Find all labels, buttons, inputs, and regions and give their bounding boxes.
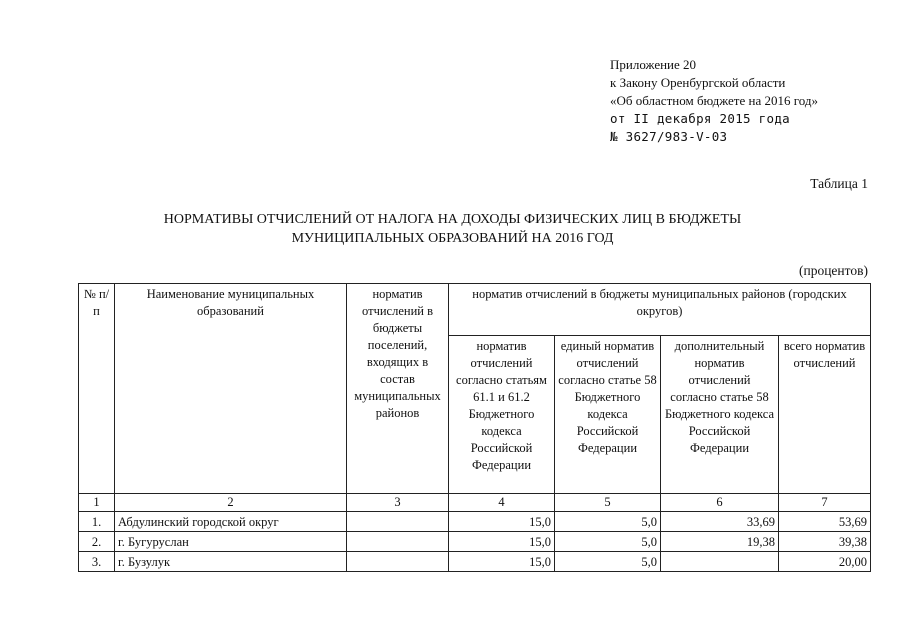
row-total: 53,69 [779, 512, 871, 532]
header-total: всего норматив отчислений [779, 336, 871, 494]
table-row [79, 552, 871, 572]
header-no: № п/п [79, 284, 115, 494]
column-number: 3 [347, 494, 449, 512]
row-settlements [347, 512, 449, 532]
row-number: 3. [79, 552, 115, 572]
column-number: 5 [555, 494, 661, 512]
row-additional: 33,69 [661, 512, 779, 532]
row-total: 39,38 [779, 532, 871, 552]
row-total: 20,00 [779, 552, 871, 572]
title-line-2: МУНИЦИПАЛЬНЫХ ОБРАЗОВАНИЙ НА 2016 ГОД [291, 231, 614, 246]
column-number: 4 [449, 494, 555, 512]
column-number: 1 [79, 494, 115, 512]
column-number: 2 [115, 494, 347, 512]
appendix-date: от II декабря 2015 года [610, 111, 790, 126]
row-name: г. Бузулук [115, 552, 347, 572]
table-number: Таблица 1 [810, 176, 868, 191]
row-name: г. Бугуруслан [115, 532, 347, 552]
appendix-number: Приложение 20 [610, 57, 697, 72]
row-single: 5,0 [555, 512, 661, 532]
row-additional [661, 552, 779, 572]
header-district-group: норматив отчислений в бюджеты муниципальных районов (городских округов) [449, 284, 871, 336]
row-settlements [347, 552, 449, 572]
header-settlements: норматив отчислений в бюджеты поселений, входящих в состав муниципальных районов [347, 284, 449, 494]
title-line-1: НОРМАТИВЫ ОТЧИСЛЕНИЙ ОТ НАЛОГА НА ДОХОДЫ ФИЗИЧЕСКИХ ЛИЦ В БЮДЖЕТЫ [163, 212, 742, 227]
column-number-row [79, 494, 871, 512]
row-number: 2. [79, 532, 115, 552]
header-single: единый норматив отчислений согласно статье 58 Бюджетного кодекса Российской Федерации [555, 336, 661, 494]
row-single: 5,0 [555, 532, 661, 552]
units-label: (процентов) [798, 263, 868, 278]
header-name: Наименование муниципальных образований [115, 284, 347, 494]
row-settlements [347, 532, 449, 552]
appendix-law-ref: к Закону Оренбургской области [610, 75, 786, 90]
row-number: 1. [79, 512, 115, 532]
appendix-header [610, 56, 818, 146]
row-art61: 15,0 [449, 512, 555, 532]
row-art61: 15,0 [449, 532, 555, 552]
appendix-law-number: № 3627/983-V-03 [610, 129, 728, 144]
table-row [79, 532, 871, 552]
row-name: Абдулинский городской округ [115, 512, 347, 532]
row-art61: 15,0 [449, 552, 555, 572]
header-additional: дополнительный норматив отчислений согласно статье 58 Бюджетного кодекса Российской Федерации [661, 336, 779, 494]
document-title [80, 210, 825, 248]
row-additional: 19,38 [661, 532, 779, 552]
column-number: 6 [661, 494, 779, 512]
norms-table [78, 283, 871, 572]
appendix-law-title: «Об областном бюджете на 2016 год» [610, 93, 818, 108]
table-row [79, 512, 871, 532]
column-number: 7 [779, 494, 871, 512]
row-single: 5,0 [555, 552, 661, 572]
header-art61: норматив отчислений согласно статьям 61.1 и 61.2 Бюджетного кодекса Российской Федерации [449, 336, 555, 494]
